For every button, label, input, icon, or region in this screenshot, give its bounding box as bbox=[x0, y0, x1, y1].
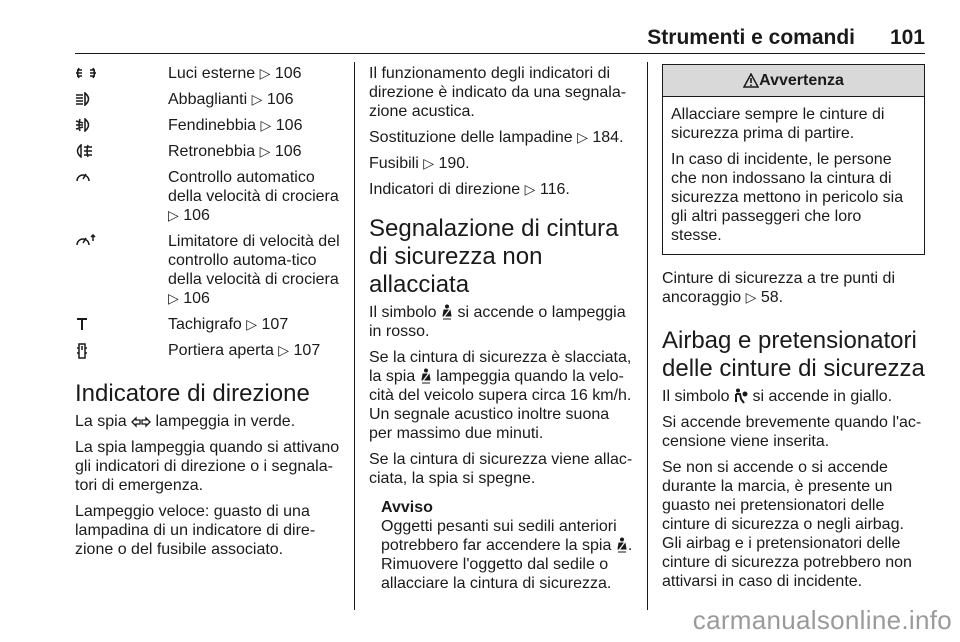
page-ref-arrow-icon: ▷ bbox=[251, 91, 263, 107]
airbag-icon bbox=[734, 388, 748, 404]
symbol-row bbox=[75, 315, 350, 334]
paragraph: Il simbolo si accende o lampeggia in rosso. bbox=[369, 304, 626, 340]
section-heading-seatbelt: Segnalazione di cintura di sicurezza non allacciata bbox=[369, 215, 619, 298]
symbol-label: Limitatore di velocità del controllo automa-tico della velocità di crociera bbox=[168, 233, 340, 288]
symbol-row bbox=[75, 232, 350, 308]
paragraph: Indicatori di direzione ▷ 116. bbox=[369, 181, 570, 198]
symbol-label: Portiera aperta bbox=[168, 342, 274, 359]
page-ref[interactable]: 106 bbox=[183, 290, 210, 307]
left-column bbox=[75, 64, 350, 566]
paragraph: Fusibili ▷ 190. bbox=[369, 155, 470, 172]
seatbelt-icon bbox=[616, 537, 628, 553]
paragraph: Si accende brevemente quando l'ac-censione viene inserita. bbox=[662, 414, 922, 450]
warning-body bbox=[663, 97, 924, 254]
page-ref-arrow-icon: ▷ bbox=[246, 316, 258, 332]
symbol-row bbox=[75, 64, 350, 83]
warning-header bbox=[663, 65, 924, 97]
page-ref-arrow-icon: ▷ bbox=[745, 289, 757, 305]
symbol-row bbox=[75, 90, 350, 109]
header-rule bbox=[75, 53, 925, 54]
symbol-label: Fendinebbia bbox=[168, 117, 257, 134]
column-divider-right bbox=[647, 62, 648, 610]
tachograph-icon bbox=[75, 317, 89, 331]
symbol-label: Abbaglianti bbox=[168, 91, 248, 108]
page-ref[interactable]: 184. bbox=[592, 129, 624, 146]
speed-limiter-icon bbox=[75, 234, 97, 248]
high-beam-icon bbox=[75, 92, 93, 106]
rear-fog-icon bbox=[75, 144, 93, 158]
middle-column bbox=[369, 64, 634, 593]
section-heading-turn-signal: Indicatore di direzione bbox=[75, 380, 310, 407]
paragraph: La spia lampeggia quando si attivano gli indicatori di direzione o i segnala-tori di emergenza. bbox=[75, 439, 340, 494]
page-ref[interactable]: 106 bbox=[274, 65, 302, 82]
turn-signal-icon bbox=[131, 415, 151, 429]
front-fog-icon bbox=[75, 118, 93, 132]
column-divider-left bbox=[354, 62, 355, 610]
page-ref[interactable]: 107 bbox=[261, 316, 289, 333]
paragraph: Se la cintura di sicurezza viene allac-ciata, la spia si spegne. bbox=[369, 451, 633, 487]
paragraph: Allacciare sempre le cinture di sicurezza prima di partire. bbox=[671, 106, 885, 142]
symbol-label: Luci esterne bbox=[168, 65, 256, 82]
paragraph: Se non si accende o si accende durante la marcia, è presente un guasto nei pretensionatori delle cinture di sicurezza o negli airbag. Gli airbag e i pretensionatori delle cinture di sicurezza potrebbero non attivarsi in caso di incidente. bbox=[662, 459, 912, 590]
page-ref[interactable]: 107 bbox=[293, 342, 321, 359]
symbol-row bbox=[75, 168, 350, 225]
paragraph: La spia lampeggia in verde. bbox=[75, 413, 296, 430]
page-ref-arrow-icon: ▷ bbox=[423, 155, 435, 171]
paragraph: Cinture di sicurezza a tre punti di ancoraggio ▷ 58. bbox=[662, 270, 895, 306]
page-ref[interactable]: 58. bbox=[760, 289, 784, 306]
warning-box bbox=[662, 64, 925, 255]
exterior-lights-icon bbox=[75, 66, 97, 80]
right-column bbox=[662, 64, 925, 598]
page-ref-arrow-icon: ▷ bbox=[260, 117, 272, 133]
seatbelt-icon bbox=[420, 368, 432, 384]
paragraph: Lampeggio veloce: guasto di una lampadina di un indicatore di dire-zione o del fusibile associato. bbox=[75, 503, 316, 558]
page-ref-arrow-icon: ▷ bbox=[278, 342, 290, 358]
paragraph: Se la cintura di sicurezza è slacciata, la spia lampeggia quando la velo-cità del veicolo supera circa 16 km/h. Un segnale acustico inoltre suona per massimo due minuti. bbox=[369, 349, 632, 442]
notice-text: Oggetti pesanti sui sedili anteriori potrebbero far accendere la spia . Rimuovere l'oggetto dal sedile o allacciare la cintura di sicurezza. bbox=[381, 518, 633, 592]
section-heading-airbag: Airbag e pretensionatori delle cinture di sicurezza bbox=[662, 327, 925, 382]
page-ref-arrow-icon: ▷ bbox=[259, 143, 271, 159]
page-header bbox=[75, 24, 925, 52]
symbol-row bbox=[75, 116, 350, 135]
page-ref-arrow-icon: ▷ bbox=[259, 65, 271, 81]
paragraph: Sostituzione delle lampadine ▷ 184. bbox=[369, 129, 624, 146]
notice-box bbox=[381, 498, 634, 593]
page-ref-arrow-icon: ▷ bbox=[577, 129, 588, 145]
paragraph: Il funzionamento degli indicatori di direzione è indicato da una segnala-zione acustica. bbox=[369, 65, 627, 120]
page-ref[interactable]: 106 bbox=[275, 117, 303, 134]
page-ref[interactable]: 106 bbox=[274, 143, 302, 160]
symbol-label: Tachigrafo bbox=[168, 316, 242, 333]
seatbelt-icon bbox=[441, 304, 453, 320]
warning-title: Avvertenza bbox=[759, 72, 844, 89]
section-title: Strumenti e comandi bbox=[647, 26, 855, 49]
page-ref[interactable]: 116. bbox=[539, 181, 570, 198]
page-ref[interactable]: 190. bbox=[438, 155, 470, 172]
notice-title: Avviso bbox=[381, 499, 433, 516]
page-ref-arrow-icon: ▷ bbox=[168, 290, 179, 306]
warning-triangle-icon bbox=[743, 73, 759, 88]
page-ref[interactable]: 106 bbox=[183, 207, 210, 224]
cruise-control-icon bbox=[75, 170, 91, 184]
door-open-icon bbox=[75, 343, 89, 359]
symbol-row bbox=[75, 142, 350, 161]
watermark: carmanualsonline.info bbox=[692, 605, 952, 635]
paragraph: Il simbolo si accende in giallo. bbox=[662, 388, 893, 405]
page-ref[interactable]: 106 bbox=[266, 91, 294, 108]
page-ref-arrow-icon: ▷ bbox=[524, 181, 536, 197]
symbol-label: Retronebbia bbox=[168, 143, 256, 160]
symbol-row bbox=[75, 341, 350, 360]
page-ref-arrow-icon: ▷ bbox=[168, 207, 179, 223]
symbol-label: Controllo automatico della velocità di crociera bbox=[168, 169, 339, 205]
page-number: 101 bbox=[889, 26, 925, 49]
paragraph: In caso di incidente, le persone che non indossano la cintura di sicurezza mettono in pericolo sia gli altri passeggeri che loro stesse. bbox=[671, 151, 904, 244]
